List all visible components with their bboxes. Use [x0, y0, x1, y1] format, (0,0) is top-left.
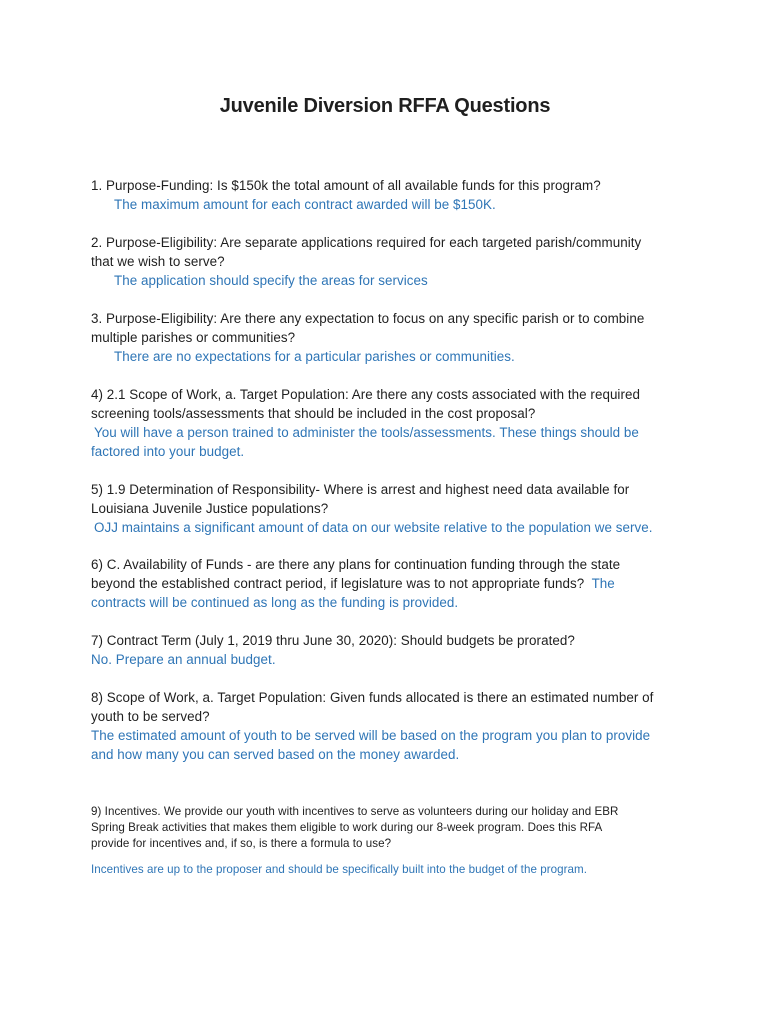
answer-6-inline-start: The [591, 576, 615, 591]
answer-8-line-2: and how many you can served based on the money awarded. [91, 747, 460, 762]
qa-item-9 [91, 804, 691, 878]
qa-item-1 [91, 176, 691, 214]
question-6-line-2 [91, 574, 691, 593]
question-8-line-1: 8) Scope of Work, a. Target Population: Given funds allocated is there an estimated number of [91, 690, 654, 705]
qa-item-4 [91, 385, 691, 461]
qa-item-5 [91, 480, 691, 537]
answer-3-line-1: There are no expectations for a particular parishes or communities. [114, 349, 515, 364]
answer-9-line-1: Incentives are up to the proposer and should be specifically built into the budget of the program. [91, 863, 588, 876]
qa-item-2 [91, 233, 691, 290]
question-9-line-2: Spring Break activities that makes them eligible to work during our 8-week program. Does this RFA [91, 821, 603, 834]
question-9-line-3: provide for incentives and, if so, is there a formula to use? [91, 837, 392, 850]
answer-7-line-1: No. Prepare an annual budget. [91, 652, 276, 667]
question-5-line-1: 5) 1.9 Determination of Responsibility- Where is arrest and highest need data available for [91, 482, 630, 497]
question-6-line-2-text: beyond the established contract period, if legislature was to not appropriate funds? [91, 576, 585, 591]
question-7-line-1: 7) Contract Term (July 1, 2019 thru June 30, 2020): Should budgets be prorated? [91, 633, 575, 648]
qa-item-8 [91, 688, 691, 764]
question-3-line-1: 3. Purpose-Eligibility: Are there any expectation to focus on any specific parish or to combine [91, 311, 645, 326]
answer-4-line-1: You will have a person trained to administer the tools/assessments. These things should be [94, 425, 639, 440]
question-3-line-2: multiple parishes or communities? [91, 330, 296, 345]
question-1-line-1: 1. Purpose-Funding: Is $150k the total amount of all available funds for this program? [91, 178, 601, 193]
question-4-line-1: 4) 2.1 Scope of Work, a. Target Population: Are there any costs associated with the required [91, 387, 640, 402]
qa-item-6 [91, 555, 691, 612]
answer-5-line-1: OJJ maintains a significant amount of data on our website relative to the population we serve. [94, 520, 653, 535]
question-2-line-2: that we wish to serve? [91, 254, 225, 269]
page-title: Juvenile Diversion RFFA Questions [219, 95, 551, 117]
answer-2-line-1: The application should specify the areas for services [114, 273, 428, 288]
question-5-line-2: Louisiana Juvenile Justice populations? [91, 501, 329, 516]
question-2-line-1: 2. Purpose-Eligibility: Are separate applications required for each targeted parish/community [91, 235, 642, 250]
qa-item-7 [91, 631, 691, 669]
question-8-line-2: youth to be served? [91, 709, 210, 724]
question-4-line-2: screening tools/assessments that should be included in the cost proposal? [91, 406, 536, 421]
question-9-line-1: 9) Incentives. We provide our youth with incentives to serve as volunteers during our holiday and EBR [91, 805, 619, 818]
question-6-line-1: 6) C. Availability of Funds - are there any plans for continuation funding through the state [91, 557, 621, 572]
answer-8-line-1: The estimated amount of youth to be served will be based on the program you plan to provide [91, 728, 651, 743]
answer-1-line-1: The maximum amount for each contract awarded will be $150K. [114, 197, 496, 212]
answer-4-line-2: factored into your budget. [91, 444, 245, 459]
qa-item-3 [91, 309, 691, 366]
answer-6-line-1: contracts will be continued as long as the funding is provided. [91, 595, 459, 610]
